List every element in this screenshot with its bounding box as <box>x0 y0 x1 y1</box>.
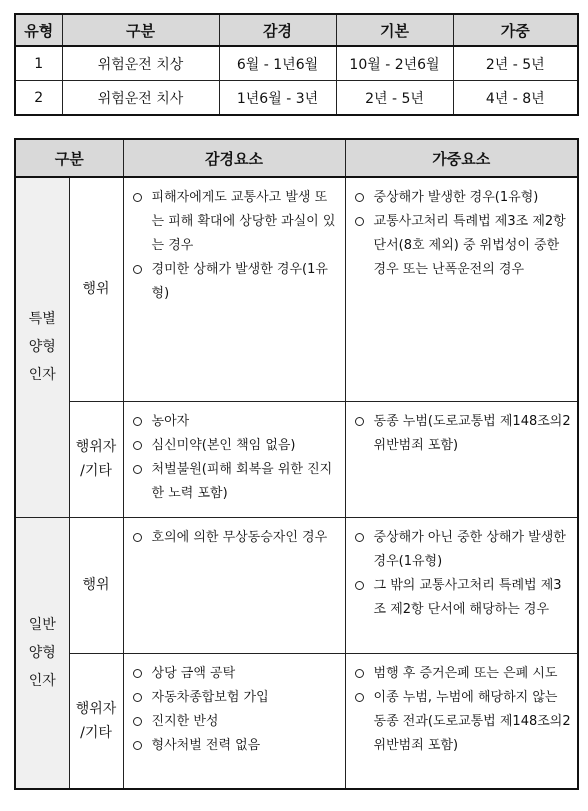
circle-bullet-icon <box>355 581 364 590</box>
group-label-text: 특별 양형 인자 <box>28 311 56 384</box>
aggravating-list <box>354 186 572 282</box>
mitigating-list <box>132 186 339 306</box>
aggravating-list <box>354 410 572 458</box>
subcategory-actor-other: 행위자 /기타 <box>69 653 123 789</box>
circle-bullet-icon <box>133 265 142 274</box>
factors-table-header-row <box>15 139 578 177</box>
circle-bullet-icon <box>133 417 142 426</box>
header-aggravating-factors: 가중요소 <box>345 139 578 177</box>
list-item-text: 그 밖의 교통사고처리 특례법 제3조 제2항 단서에 해당하는 경우 <box>373 577 562 617</box>
list-item <box>132 734 339 758</box>
mitigated-range-cell: 1년6월 - 3년 <box>219 81 336 116</box>
circle-bullet-icon <box>355 693 364 702</box>
header-category: 구분 <box>15 139 123 177</box>
group-label-general <box>15 517 69 789</box>
aggravated-range-cell: 4년 - 8년 <box>453 81 578 116</box>
mitigating-cell <box>123 177 345 401</box>
list-item-text: 범행 후 증거은폐 또는 은폐 시도 <box>373 665 558 681</box>
mitigating-cell <box>123 517 345 653</box>
list-item <box>132 458 339 506</box>
table-row <box>15 46 578 81</box>
aggravating-cell <box>345 653 578 789</box>
list-item-text: 처벌불원(피해 회복을 위한 진지한 노력 포함) <box>151 461 333 501</box>
sentencing-range-table <box>14 13 579 116</box>
aggravating-cell <box>345 401 578 517</box>
header-aggravated: 가중 <box>453 14 578 46</box>
mitigated-range-cell: 6월 - 1년6월 <box>219 46 336 81</box>
list-item-text: 자동차종합보험 가입 <box>151 689 269 705</box>
table-row <box>15 517 578 653</box>
list-item-text: 중상해가 아닌 중한 상해가 발생한 경우(1유형) <box>373 529 566 569</box>
list-item-text: 심신미약(본인 책임 없음) <box>151 437 296 453</box>
list-item <box>354 662 572 686</box>
list-item-text: 피해자에게도 교통사고 발생 또는 피해 확대에 상당한 과실이 있는 경우 <box>151 190 336 253</box>
circle-bullet-icon <box>133 533 142 542</box>
list-item <box>132 186 339 258</box>
list-item <box>132 258 339 306</box>
list-item <box>354 410 572 458</box>
circle-bullet-icon <box>133 441 142 450</box>
list-item-text: 농아자 <box>151 413 190 429</box>
list-item <box>132 410 339 434</box>
circle-bullet-icon <box>355 193 364 202</box>
list-item <box>132 686 339 710</box>
circle-bullet-icon <box>133 465 142 474</box>
category-cell: 위험운전 치사 <box>62 81 219 116</box>
mitigating-list <box>132 526 339 550</box>
list-item <box>354 686 572 758</box>
subcategory-act: 행위 <box>69 177 123 401</box>
list-item-text: 진지한 반성 <box>151 713 219 729</box>
subcategory-act: 행위 <box>69 517 123 653</box>
list-item-text: 호의에 의한 무상동승자인 경우 <box>151 529 328 545</box>
header-mitigating-factors: 감경요소 <box>123 139 345 177</box>
table-row <box>15 177 578 401</box>
list-item-text: 형사처벌 전력 없음 <box>151 737 261 753</box>
aggravating-list <box>354 662 572 758</box>
list-item <box>354 574 572 622</box>
circle-bullet-icon <box>355 669 364 678</box>
list-item <box>354 210 572 282</box>
aggravated-range-cell: 2년 - 5년 <box>453 46 578 81</box>
list-item-text: 상당 금액 공탁 <box>151 665 236 681</box>
circle-bullet-icon <box>133 193 142 202</box>
group-label-special <box>15 177 69 517</box>
mitigating-list <box>132 410 339 506</box>
list-item-text: 이종 누범, 누범에 해당하지 않는 동종 전과(도로교통법 제148조의2 위반범죄 포함) <box>373 689 571 753</box>
list-item <box>132 662 339 686</box>
mitigating-cell <box>123 653 345 789</box>
mitigating-list <box>132 662 339 758</box>
header-basic: 기본 <box>336 14 453 46</box>
table-row <box>15 401 578 517</box>
list-item-text: 동종 누범(도로교통법 제148조의2 위반범죄 포함) <box>373 413 571 453</box>
header-type: 유형 <box>15 14 62 46</box>
circle-bullet-icon <box>355 533 364 542</box>
basic-range-cell: 10월 - 2년6월 <box>336 46 453 81</box>
list-item <box>132 526 339 550</box>
circle-bullet-icon <box>133 741 142 750</box>
sentencing-factors-table <box>14 138 579 790</box>
mitigating-cell <box>123 401 345 517</box>
table-row <box>15 653 578 789</box>
circle-bullet-icon <box>133 669 142 678</box>
list-item-text: 교통사고처리 특례법 제3조 제2항 단서(8호 제외) 중 위법성이 중한 경우 또는 난폭운전의 경우 <box>373 214 566 277</box>
list-item-text: 중상해가 발생한 경우(1유형) <box>373 190 539 205</box>
aggravating-cell <box>345 517 578 653</box>
subcategory-actor-other: 행위자 /기타 <box>69 401 123 517</box>
circle-bullet-icon <box>355 417 364 426</box>
range-table-header-row <box>15 14 578 46</box>
circle-bullet-icon <box>133 693 142 702</box>
list-item <box>354 186 572 210</box>
group-label-text: 일반 양형 인자 <box>28 616 56 689</box>
type-cell: 1 <box>15 46 62 81</box>
header-category: 구분 <box>62 14 219 46</box>
list-item <box>132 434 339 458</box>
list-item <box>354 526 572 574</box>
header-mitigated: 감경 <box>219 14 336 46</box>
table-row <box>15 81 578 116</box>
circle-bullet-icon <box>355 217 364 226</box>
circle-bullet-icon <box>133 717 142 726</box>
type-cell: 2 <box>15 81 62 116</box>
basic-range-cell: 2년 - 5년 <box>336 81 453 116</box>
list-item-text: 경미한 상해가 발생한 경우(1유형) <box>151 262 328 301</box>
aggravating-cell <box>345 177 578 401</box>
aggravating-list <box>354 526 572 622</box>
category-cell: 위험운전 치상 <box>62 46 219 81</box>
list-item <box>132 710 339 734</box>
